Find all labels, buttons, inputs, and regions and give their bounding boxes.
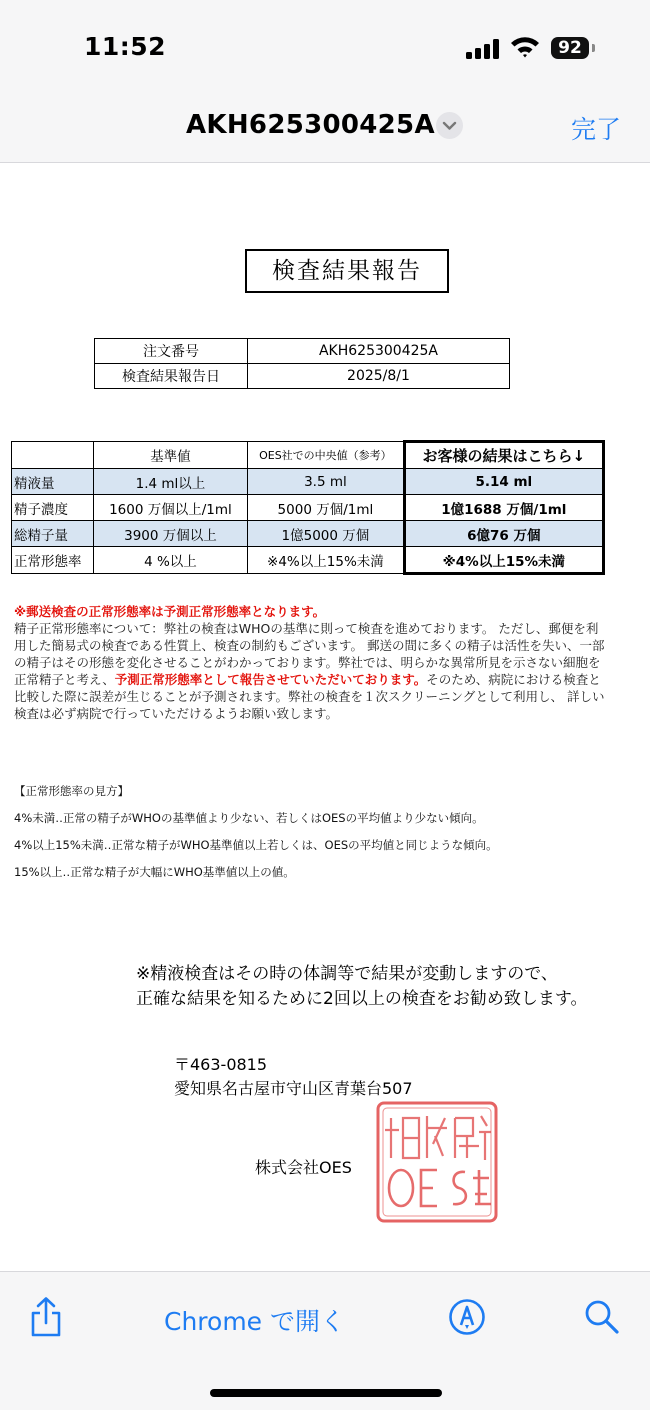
header-blank — [12, 442, 94, 469]
table-row — [95, 364, 510, 389]
row-label: 正常形態率 — [12, 547, 94, 574]
nav-bar — [0, 96, 650, 163]
order-info-table — [94, 338, 510, 389]
guide-line: 15%以上‥正常な精子が大幅にWHO基準値以上の値。 — [14, 865, 295, 879]
guide-line: 4%以上15%未満‥正常な精子がWHO基準値以上若しくは、OESの平均値と同じような傾向。 — [14, 838, 498, 852]
customer-value: ※4%以上15%未満 — [404, 547, 603, 574]
order-number-value: AKH625300425A — [248, 339, 510, 364]
remark-line: 正確な結果を知るために2回以上の検査をお勧め致します。 — [136, 989, 588, 1009]
order-number-label: 注文番号 — [95, 339, 248, 364]
report-date-value: 2025/8/1 — [248, 364, 510, 389]
search-icon[interactable] — [583, 1298, 621, 1336]
header-oes-median: OES社での中央値（参考） — [248, 442, 405, 469]
standard-value: 1.4 ml以上 — [93, 469, 247, 495]
table-row — [12, 521, 604, 547]
header-standard: 基準値 — [93, 442, 247, 469]
company-name: 株式会社OES — [255, 1158, 352, 1177]
open-in-chrome-button[interactable]: Chrome で開く — [164, 1307, 346, 1336]
notes-paragraph — [14, 620, 606, 722]
remark — [136, 962, 587, 1012]
document-title[interactable]: AKH625300425A — [186, 110, 435, 140]
company-seal-icon — [375, 1100, 499, 1224]
oes-value: 5000 万個/1ml — [248, 495, 405, 521]
title-menu-button[interactable] — [436, 112, 463, 139]
report-title: 検査結果報告 — [245, 249, 449, 293]
header-customer: お客様の結果はこちら↓ — [404, 442, 603, 469]
done-button[interactable]: 完了 — [571, 115, 622, 144]
results-table — [11, 440, 605, 575]
customer-value: 6億76 万個 — [404, 521, 603, 547]
row-label: 精液量 — [12, 469, 94, 495]
notes-text: 精子正常形態率について：弊社の検査はWHOの基準に則って検査を進めております。 ただし、郵便を利用した簡易式の検査である性質上、検査の制約もございます。 郵送の間に多くの精子は活性を失い、一部の精子はその形態を変化させることがわかっております。弊社では、明らかな異常所見を示さない細胞を正常精子と考え、 — [14, 621, 605, 687]
postal-code: 〒463-0815 — [174, 1055, 268, 1074]
table-row — [12, 547, 604, 574]
wifi-icon — [510, 35, 540, 59]
remark-line: ※精液検査はその時の体調等で結果が変動しますので、 — [136, 964, 558, 984]
customer-value: 1億1688 万個/1ml — [404, 495, 603, 521]
chevron-down-icon — [436, 112, 463, 139]
table-row — [12, 469, 604, 495]
morphology-guide — [14, 783, 614, 891]
table-header-row — [12, 442, 604, 469]
markup-pen-icon[interactable] — [448, 1298, 486, 1336]
home-indicator — [210, 1389, 442, 1397]
notes-section — [14, 603, 606, 722]
share-icon[interactable] — [28, 1296, 64, 1338]
guide-line: 4%未満‥正常の精子がWHOの基準値より少ない、若しくはOESの平均値より少ない傾向。 — [14, 811, 484, 825]
status-bar — [0, 0, 650, 96]
address — [174, 1053, 413, 1101]
battery-icon: 92 — [551, 37, 589, 59]
table-row — [95, 339, 510, 364]
standard-value: 4 %以上 — [93, 547, 247, 574]
street-address: 愛知県名古屋市守山区青葉台507 — [174, 1079, 413, 1098]
notes-highlight: 予測正常形態率として報告させていただいております。 — [114, 672, 427, 687]
guide-heading: 【正常形態率の見方】 — [14, 784, 129, 798]
status-time: 11:52 — [84, 32, 167, 61]
oes-value: ※4%以上15%未満 — [248, 547, 405, 574]
standard-value: 3900 万個以上 — [93, 521, 247, 547]
notes-text-end: そのため、病院における検査と比較した際に誤差が生じることが予測されます。弊社の検査を１次スクリーニングとして利用し、 詳しい検査は必ず病院で行っていただけるようお願い致します。 — [14, 672, 605, 721]
oes-value: 3.5 ml — [248, 469, 405, 495]
cellular-signal-icon — [466, 39, 500, 59]
notes-heading: ※郵送検査の正常形態率は予測正常形態率となります。 — [14, 604, 326, 619]
row-label: 総精子量 — [12, 521, 94, 547]
bottom-toolbar — [0, 1271, 650, 1410]
row-label: 精子濃度 — [12, 495, 94, 521]
standard-value: 1600 万個以上/1ml — [93, 495, 247, 521]
oes-value: 1億5000 万個 — [248, 521, 405, 547]
customer-value: 5.14 ml — [404, 469, 603, 495]
table-row — [12, 495, 604, 521]
battery-tip — [592, 44, 595, 52]
report-date-label: 検査結果報告日 — [95, 364, 248, 389]
